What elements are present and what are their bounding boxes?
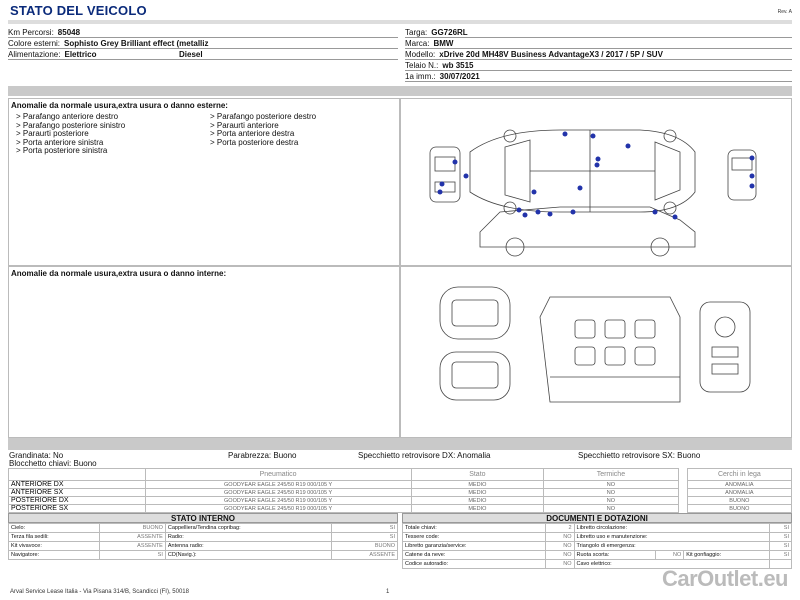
fuel-value-secondary: Diesel [179, 50, 203, 59]
tyre-state: MEDIO [411, 505, 544, 513]
table-row [9, 551, 398, 560]
list-item: > Porta posteriore sinistra [16, 146, 108, 155]
tyre-thermal: NO [544, 497, 679, 505]
model-value: xDrive 20d MH48V Business AdvantageX3 / 2017 / 5P / SUV [439, 50, 663, 59]
damage-marker-icon [750, 156, 755, 161]
tyre-model: GOODYEAR EAGLE 245/50 R19 000/105 Y [145, 497, 411, 505]
column-header: Cerchi in lega [687, 469, 791, 481]
field-label: Ruota scorta: [574, 551, 655, 560]
field-value: NO [546, 542, 575, 551]
hail-status: Grandinata: No [9, 451, 64, 460]
damage-marker-icon [596, 157, 601, 162]
table-row [403, 524, 792, 533]
field-value: ASSENTE [100, 533, 166, 542]
color-value: Sophisto Grey Brilliant effect (metalliz [64, 39, 209, 48]
documents-title: DOCUMENTI E DOTAZIONI [402, 513, 792, 523]
mirror-left-status: Specchietto retrovisore SX: Buono [578, 451, 701, 460]
field-label: Cappelliera/Tendina copribag: [165, 524, 331, 533]
column-spacer [678, 469, 687, 481]
field-value: NO [655, 551, 684, 560]
km-row [8, 27, 398, 38]
exterior-list-right [210, 113, 316, 147]
field-label: Libretto uso e manutenzione: [574, 533, 769, 542]
field-label: Kit gonfiaggio: [684, 551, 770, 560]
tyre-thermal: NO [544, 481, 679, 489]
table-row [403, 551, 792, 560]
field-value: BUONO [100, 524, 166, 533]
list-item: > Porta anteriore sinistra [16, 137, 104, 147]
fuel-row [8, 49, 398, 60]
rim-state: ANOMALIA [687, 481, 791, 489]
list-item: > Paraurti anteriore [210, 120, 279, 130]
color-label: Colore esterni: [8, 39, 61, 48]
car-front-view-icon [430, 147, 460, 202]
field-value: NO [546, 533, 575, 542]
field-label: Codice autoradio: [403, 560, 546, 569]
frame-label: Telaio N.: [405, 61, 439, 70]
frame-row [405, 60, 792, 71]
tyre-model: GOODYEAR EAGLE 245/50 R19 000/105 Y [145, 489, 411, 497]
field-label: Antenna radio: [165, 542, 331, 551]
damage-marker-icon [595, 163, 600, 168]
field-label: Libretto garanzia/service: [403, 542, 546, 551]
field-label: Terza fila sedili: [9, 533, 100, 542]
model-label: Modello: [405, 50, 436, 59]
field-value: SI [770, 542, 792, 551]
exterior-car-diagram [410, 112, 760, 262]
list-item: > Parafango anteriore destro [16, 112, 119, 121]
key-block-status: Blocchetto chiavi: Buono [9, 459, 97, 468]
damage-marker-icon [750, 184, 755, 189]
field-value: ASSENTE [332, 551, 398, 560]
table-row [9, 489, 792, 497]
damage-marker-icon [563, 132, 568, 137]
car-top-view-icon [470, 130, 695, 214]
field-value: BUONO [332, 542, 398, 551]
field-label: Tessere code: [403, 533, 546, 542]
field-value: NO [546, 560, 575, 569]
exterior-title: Anomalie da normale usura,extra usura o danno esterne: [11, 101, 228, 110]
field-label: Catene da neve: [403, 551, 546, 560]
brand-value: BMW [433, 39, 454, 48]
table-row [9, 533, 398, 542]
table-row [403, 533, 792, 542]
table-row [9, 542, 398, 551]
brand-label: Marca: [405, 39, 430, 48]
tyre-state: MEDIO [411, 489, 544, 497]
footer-page-number: 1 [386, 589, 390, 595]
exterior-list-left [16, 113, 125, 156]
table-row [9, 481, 792, 489]
field-label: Totale chiavi: [403, 524, 546, 533]
tyre-state: MEDIO [411, 497, 544, 505]
field-value: ASSENTE [100, 542, 166, 551]
tyre-position: ANTERIORE SX [9, 489, 146, 497]
tyre-state: MEDIO [411, 481, 544, 489]
field-value: SI [770, 551, 792, 560]
damage-marker-icon [578, 186, 583, 191]
plate-value: GG726RL [431, 28, 468, 37]
page-title: STATO DEL VEICOLO [10, 3, 147, 18]
field-label: CD(Navig.): [165, 551, 331, 560]
km-label: Km Percorsi: [8, 28, 54, 37]
header-divider [8, 20, 792, 24]
tyre-position: ANTERIORE DX [9, 481, 146, 489]
windshield-status: Parabrezza: Buono [228, 451, 297, 460]
tyre-model: GOODYEAR EAGLE 245/50 R19 000/105 Y [145, 481, 411, 489]
tyre-position: POSTERIORE SX [9, 505, 146, 513]
tyre-thermal: NO [544, 489, 679, 497]
documents-table [402, 523, 792, 569]
car-dashboard-icon [700, 302, 750, 392]
registration-value: 30/07/2021 [439, 72, 480, 81]
damage-marker-icon [548, 212, 553, 217]
brand-row [405, 38, 792, 49]
column-header: Stato [411, 469, 544, 481]
rim-state: BUONO [687, 497, 791, 505]
registration-row [405, 71, 792, 82]
registration-label: 1a imm.: [405, 72, 436, 81]
field-label: Kit vivavoce: [9, 542, 100, 551]
damage-markers [438, 132, 755, 220]
car-interior-top-icon [440, 287, 510, 400]
field-value: SI [332, 533, 398, 542]
damage-marker-icon [532, 190, 537, 195]
tyres-table [8, 468, 792, 513]
table-row [9, 524, 398, 533]
field-label: Cielo: [9, 524, 100, 533]
frame-value: wb 3515 [442, 61, 474, 70]
tyre-model: GOODYEAR EAGLE 245/50 R19 000/105 Y [145, 505, 411, 513]
damage-marker-icon [626, 144, 631, 149]
damage-marker-icon [750, 174, 755, 179]
plate-label: Targa: [405, 28, 428, 37]
field-value: 2 [546, 524, 575, 533]
table-row [403, 542, 792, 551]
column-header: Termiche [544, 469, 679, 481]
fuel-label: Alimentazione: [8, 50, 61, 59]
list-item: > Parafango posteriore sinistro [16, 120, 126, 130]
damage-marker-icon [591, 134, 596, 139]
field-label: Radio: [165, 533, 331, 542]
car-side-view-icon [480, 207, 695, 256]
field-value: NO [546, 551, 575, 560]
section-divider [8, 86, 792, 96]
field-value: SI [770, 533, 792, 542]
table-row [9, 505, 792, 513]
damage-marker-icon [453, 160, 458, 165]
revision-label: Rev. A [777, 9, 792, 15]
field-label: Triangolo di emergenza: [574, 542, 769, 551]
watermark-logo: CarOutlet.eu [661, 566, 788, 591]
tyre-thermal: NO [544, 505, 679, 513]
footer-company: Arval Service Lease Italia - Via Pisana 314/B, Scandicci (FI), 50018 [10, 589, 189, 595]
internal-state-title: STATO INTERNO [8, 513, 398, 523]
damage-marker-icon [517, 208, 522, 213]
column-header: Pneumatico [145, 469, 411, 481]
list-item: > Porta anteriore destra [210, 129, 295, 138]
color-row [8, 38, 398, 49]
interior-car-diagram [430, 282, 770, 432]
plate-row [405, 27, 792, 38]
table-header-row [9, 469, 792, 481]
model-row [405, 49, 792, 60]
damage-marker-icon [571, 210, 576, 215]
field-value: SI [100, 551, 166, 560]
field-value: SI [770, 524, 792, 533]
km-value: 85048 [57, 28, 81, 37]
damage-marker-icon [653, 210, 658, 215]
tyre-position: POSTERIORE DX [9, 497, 146, 505]
column-header [9, 469, 146, 481]
damage-marker-icon [523, 213, 528, 218]
interior-text-panel [8, 266, 400, 438]
damage-marker-icon [673, 215, 678, 220]
list-item: > Porta posteriore destra [210, 137, 299, 147]
rim-state: ANOMALIA [687, 489, 791, 497]
interior-title: Anomalie da normale usura,extra usura o danno interne: [11, 269, 227, 278]
mirror-right-status: Specchietto retrovisore DX: Anomalia [358, 451, 491, 460]
field-label: Libretto circolazione: [574, 524, 769, 533]
car-interior-seats-icon [540, 297, 680, 402]
damage-marker-icon [536, 210, 541, 215]
status-bar-background [8, 438, 792, 450]
field-value: SI [332, 524, 398, 533]
list-item: > Paraurti posteriore [16, 129, 89, 138]
rim-state: BUONO [687, 505, 791, 513]
damage-marker-icon [464, 174, 469, 179]
table-row [9, 497, 792, 505]
field-label: Navigatore: [9, 551, 100, 560]
field-label: Cavo elettrico: [574, 560, 769, 569]
internal-state-table [8, 523, 398, 560]
damage-marker-icon [438, 190, 443, 195]
fuel-value: Elettrico [64, 50, 97, 59]
damage-marker-icon [440, 182, 445, 187]
list-item: > Parafango posteriore destro [210, 112, 317, 121]
